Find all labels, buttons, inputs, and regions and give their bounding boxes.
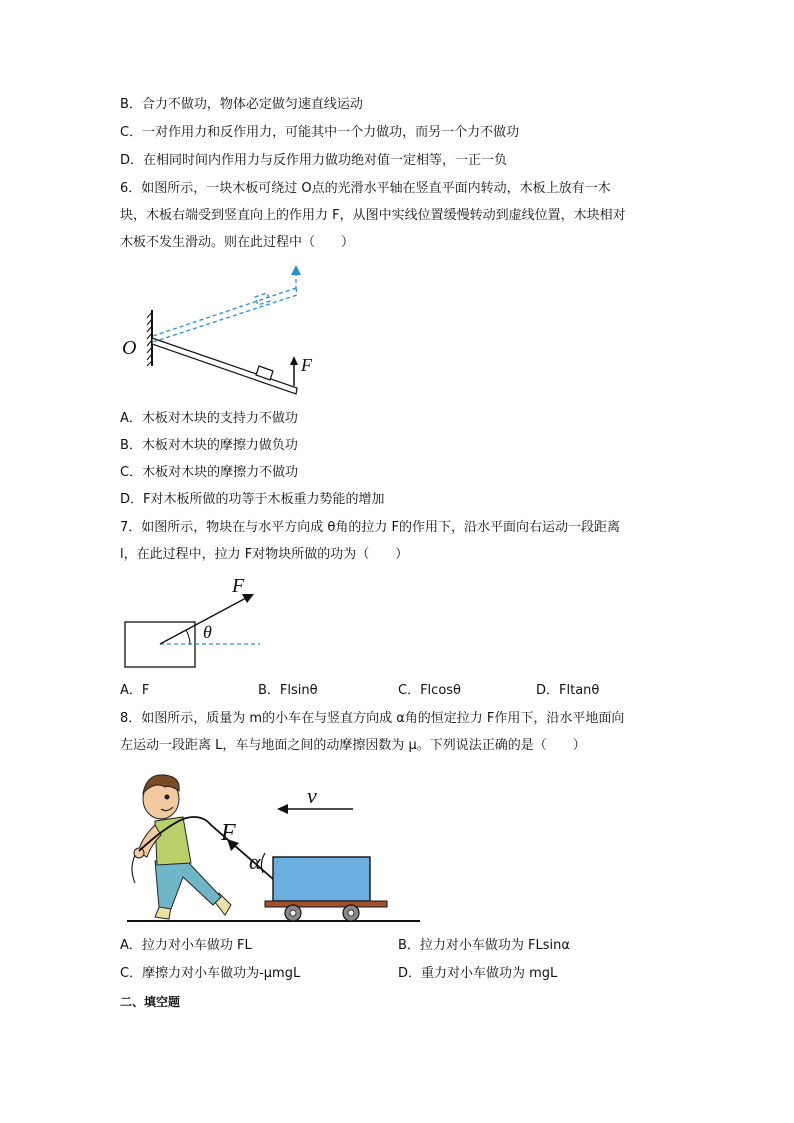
q6-option-d: D．F对木板所做的功等于木板重力势能的增加 bbox=[120, 492, 385, 507]
q8-option-d: D．重力对小车做功为 mgL bbox=[398, 966, 558, 981]
q6-force-arrowhead bbox=[290, 356, 298, 365]
q5-option-d: D．在相同时间内作用力与反作用力做功绝对值一定相等，一正一负 bbox=[120, 153, 508, 168]
q6-stem-line3: 木板不发生滑动。则在此过程中（ ） bbox=[120, 235, 355, 250]
q7-option-d: D．Fltanθ bbox=[536, 683, 600, 698]
q8-cart-box bbox=[273, 857, 370, 901]
q8-label-alpha: α bbox=[249, 849, 261, 874]
section-title-fill-in-blank: 二、填空题 bbox=[120, 995, 181, 1009]
q6-option-a: A．木板对木块的支持力不做功 bbox=[120, 411, 298, 426]
q8-cart-base bbox=[265, 901, 387, 907]
q6-figure bbox=[120, 258, 320, 398]
q6-stem-line1: 6．如图所示，一块木板可绕过 O点的光滑水平轴在竖直平面内转动，木板上放有一木 bbox=[120, 181, 611, 196]
q7-option-b: B．Flsinθ bbox=[258, 683, 318, 698]
q8-label-v: v bbox=[307, 783, 317, 808]
q8-figure bbox=[125, 765, 425, 925]
q6-force-arrowhead-dashed bbox=[291, 265, 301, 275]
boy-illustration bbox=[132, 775, 231, 919]
q8-velocity-arrowhead bbox=[277, 804, 288, 814]
q8-stem-line1: 8．如图所示，质量为 m的小车在与竖直方向成 α角的恒定拉力 F作用下，沿水平地面向 bbox=[120, 711, 625, 726]
q8-option-b: B．拉力对小车做功为 FLsinα bbox=[398, 938, 570, 953]
q7-figure bbox=[120, 574, 280, 674]
q5-option-b: B．合力不做功，物体必定做匀速直线运动 bbox=[120, 97, 363, 112]
q6-label-O: O bbox=[122, 337, 137, 359]
q6-option-c: C．木板对木块的摩擦力不做功 bbox=[120, 465, 299, 480]
q6-board-dashed bbox=[153, 288, 297, 342]
q7-option-c: C．Flcosθ bbox=[398, 683, 461, 698]
q7-label-F: F bbox=[232, 575, 245, 597]
q6-board-solid bbox=[152, 338, 297, 394]
q7-stem-line1: 7．如图所示，物块在与水平方向成 θ角的拉力 F的作用下，沿水平面向右运动一段距离 bbox=[120, 520, 620, 535]
q8-stem-line2: 左运动一段距离 L，车与地面之间的动摩擦因数为 μ。下列说法正确的是（ ） bbox=[120, 738, 586, 753]
q6-label-F: F bbox=[301, 355, 312, 375]
q8-label-F: F bbox=[221, 820, 236, 846]
q7-option-a: A．F bbox=[120, 683, 150, 698]
q8-option-a: A．拉力对小车做功 FL bbox=[120, 938, 252, 953]
q8-option-c: C．摩擦力对小车做功为-μmgL bbox=[120, 966, 301, 981]
q6-stem-line2: 块，木板右端受到竖直向上的作用力 F，从图中实线位置缓慢转动到虚线位置，木块相对 bbox=[120, 208, 626, 223]
q7-stem-line2: l，在此过程中，拉力 F对物块所做的功为（ ） bbox=[120, 547, 409, 562]
q6-option-b: B．木板对木块的摩擦力做负功 bbox=[120, 438, 298, 453]
q5-option-c: C．一对作用力和反作用力，可能其中一个力做功，而另一个力不做功 bbox=[120, 125, 520, 140]
q7-label-theta: θ bbox=[203, 622, 212, 642]
